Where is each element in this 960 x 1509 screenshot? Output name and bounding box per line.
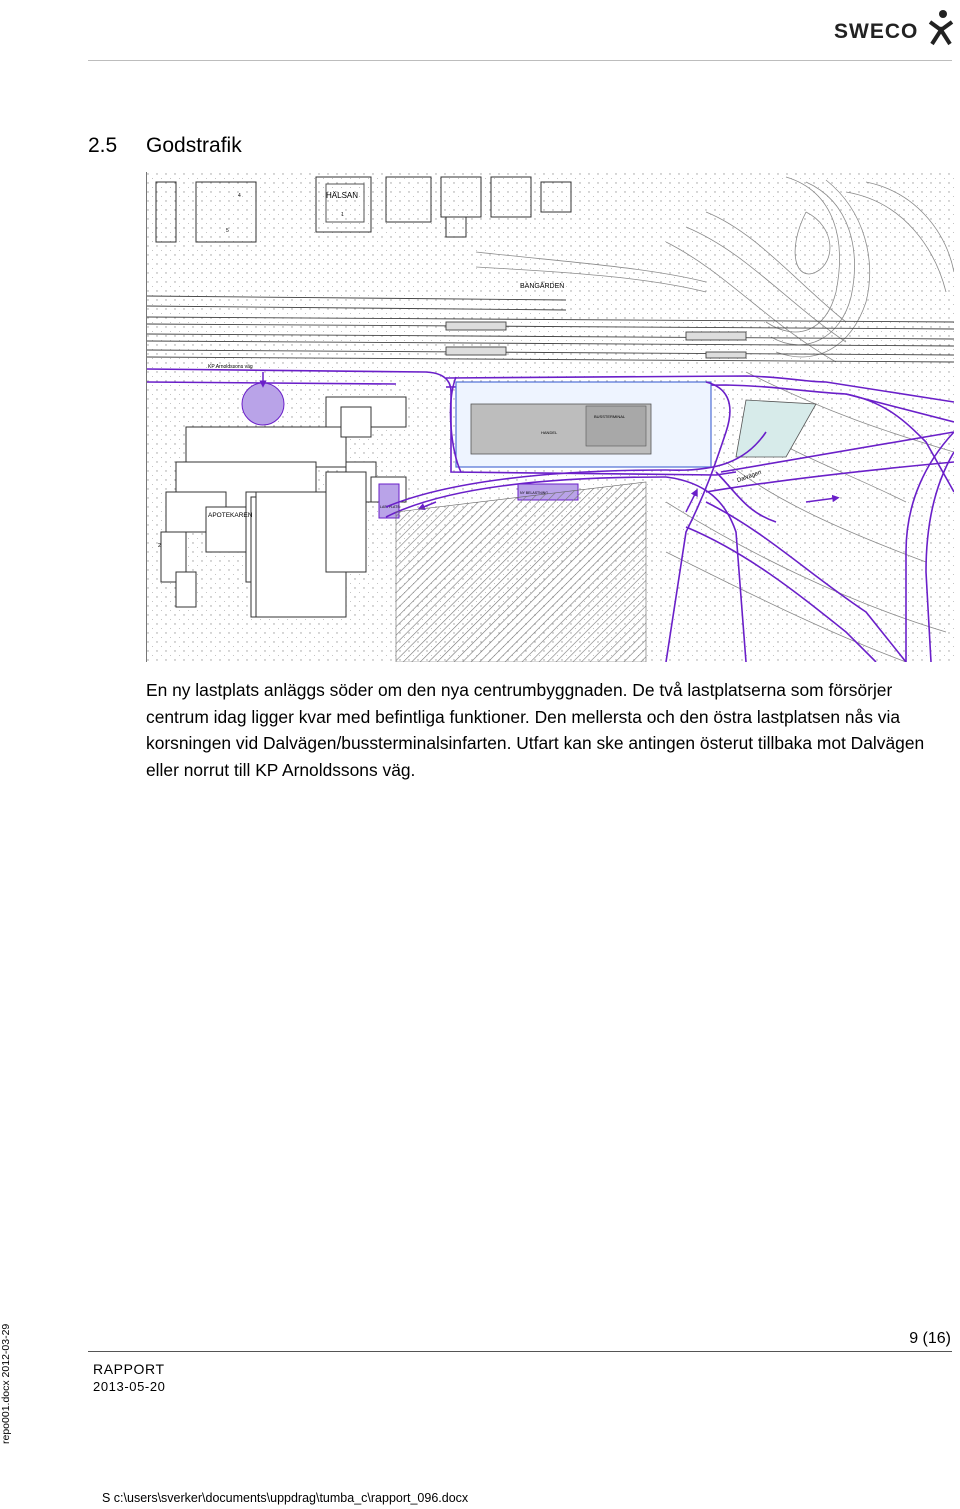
body-paragraph: En ny lastplats anläggs söder om den nya centrumbyggnaden. De två lastplatserna som försörjer centrum idag ligger kvar med befintliga funktioner. Den mellersta och den östra lastplatsen nås via korsningen vid Dalvägen/bussterminalsinfarten. Utfart kan ske antingen österut tillbaka mot Dalvägen eller norrut till KP Arnoldssons väg. bbox=[146, 680, 925, 781]
logo-text: SWECO bbox=[834, 20, 919, 43]
map-label-building-1: 1 bbox=[341, 212, 344, 218]
map-label-building-5: 5 bbox=[226, 228, 229, 234]
template-reference: repo001.docx 2012-03-29 bbox=[0, 1323, 12, 1444]
footer-divider bbox=[88, 1351, 952, 1352]
map-label-bussterminal: BUSSTERMINAL bbox=[594, 414, 626, 419]
document-date: 2013-05-20 bbox=[93, 1379, 166, 1394]
section-heading bbox=[88, 134, 242, 158]
loading-zone-west bbox=[242, 383, 284, 425]
section-number: 2.5 bbox=[88, 134, 118, 157]
page-number: 9 (16) bbox=[909, 1330, 951, 1347]
document-type: RAPPORT bbox=[93, 1361, 165, 1377]
map-label-apotekaren: APOTEKAREN bbox=[208, 512, 253, 519]
section-title: Godstrafik bbox=[146, 134, 242, 157]
site-plan-map bbox=[146, 172, 954, 662]
map-label-lastplats: LASTPLATS bbox=[380, 505, 400, 509]
sweco-logo bbox=[834, 8, 956, 48]
map-label-bangarden: BANGÅRDEN bbox=[520, 283, 565, 290]
map-label-ny-belastning: NY BELASTNING bbox=[520, 491, 548, 495]
map-label-building-4: 4 bbox=[238, 193, 241, 199]
map-label-halsan: HÄLSAN bbox=[326, 191, 359, 200]
file-path: S c:\users\sverker\documents\uppdrag\tumba_c\rapport_096.docx bbox=[102, 1491, 469, 1505]
map-label-handel: HANDEL bbox=[541, 430, 558, 435]
sweco-figure-icon bbox=[926, 8, 956, 48]
map-label-building-2: 2 bbox=[158, 543, 161, 549]
map-label-dalvagen: Dalvägen bbox=[736, 469, 763, 485]
hatched-future-site bbox=[396, 482, 646, 662]
map-label-kp-arnoldssons: KP Arnoldssons väg bbox=[208, 364, 253, 370]
header-divider bbox=[88, 60, 952, 61]
